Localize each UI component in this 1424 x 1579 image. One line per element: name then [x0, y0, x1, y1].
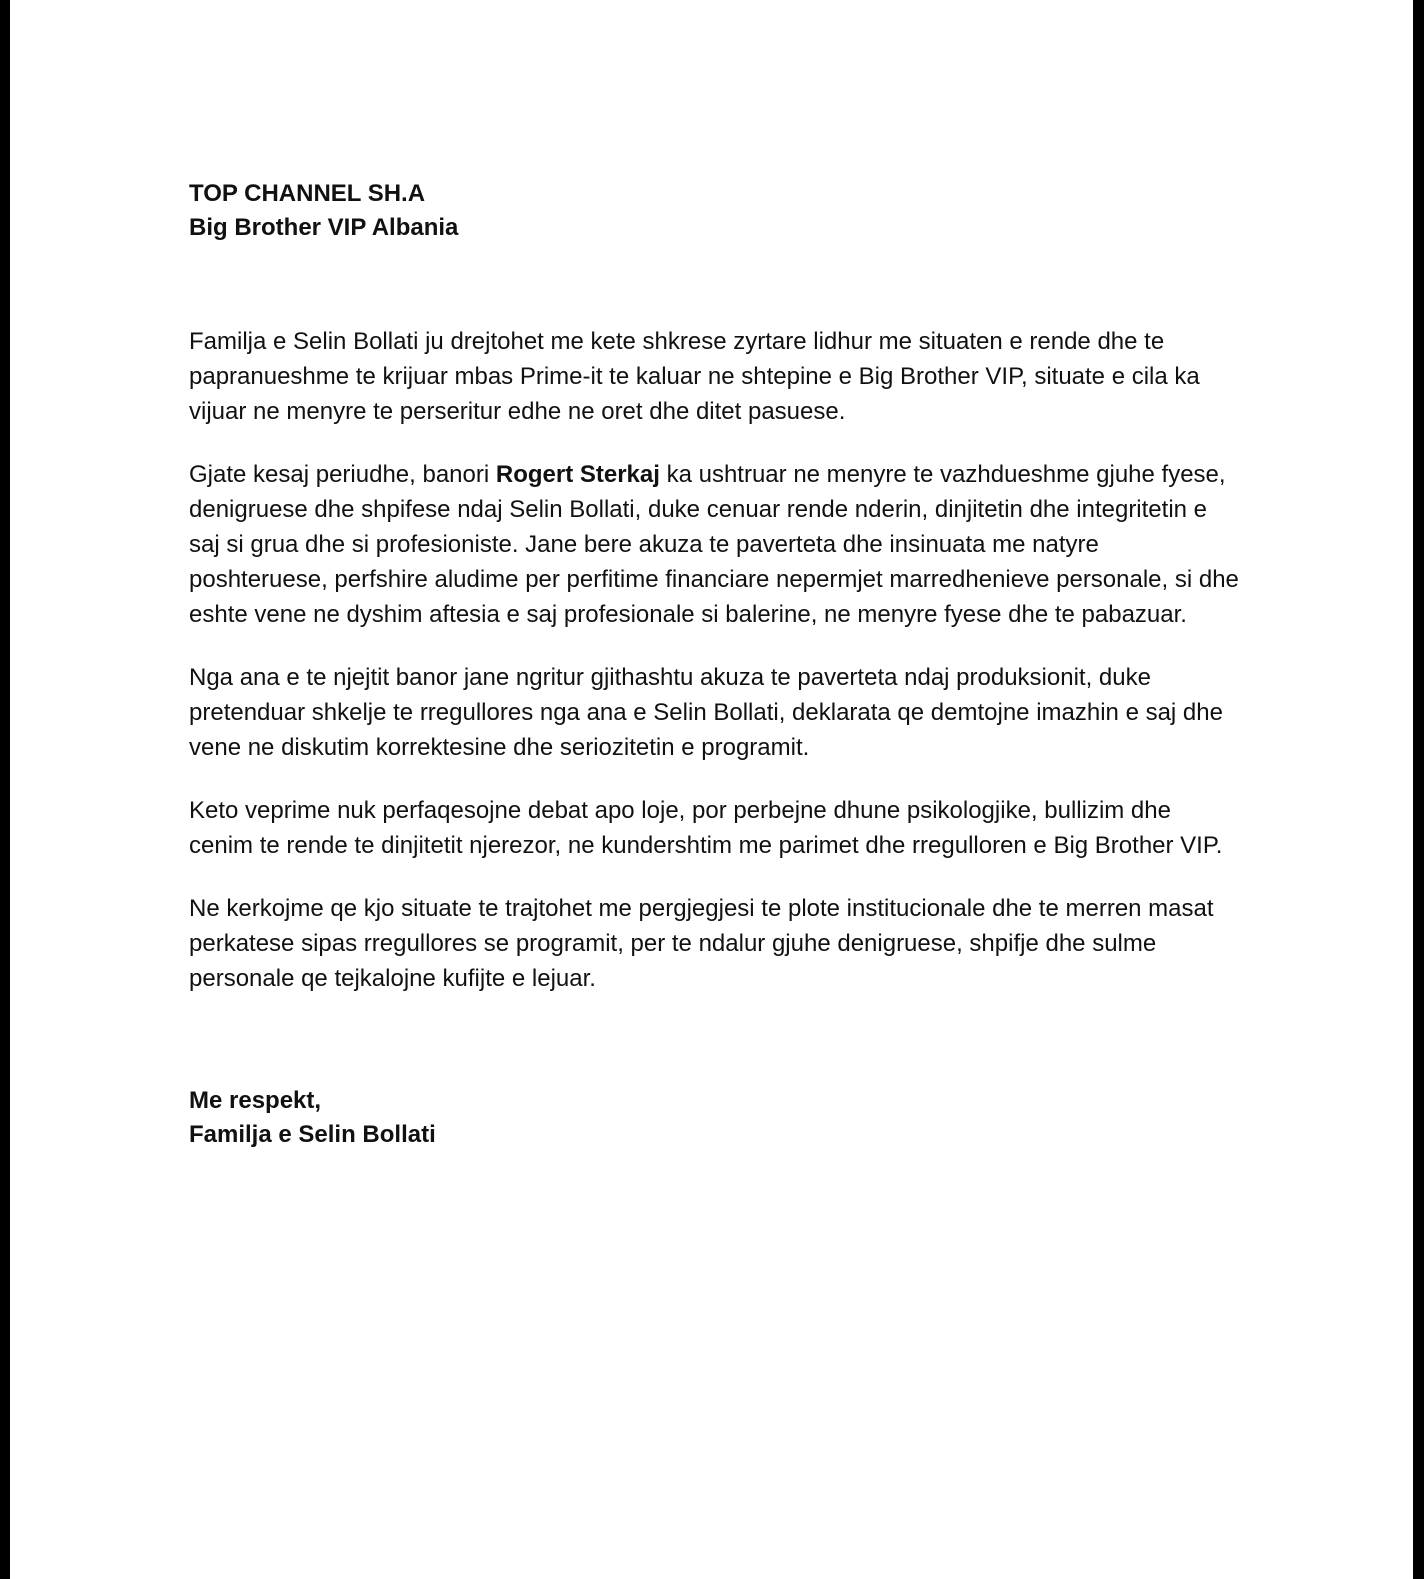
document-page [10, 0, 1413, 1579]
paragraph-3: Nga ana e te njejtit banor jane ngritur gjithashtu akuza te paverteta ndaj produksionit, duke pretenduar shkelje te rregullores nga ana e Selin Bollati, deklarata qe demtojne imazhin e saj dhe vene ne diskutim korrektesine dhe seriozitetin e programit. [189, 664, 1223, 761]
paragraph-5: Ne kerkojme qe kjo situate te trajtohet me pergjegjesi te plote institucionale dhe te merren masat perkatese sipas rregullores se programit, per te ndalur gjuhe denigruese, shpifje dhe sulme personale qe tejkalojne kufijte e lejuar. [189, 895, 1214, 992]
paragraph-4: Keto veprime nuk perfaqesojne debat apo loje, por perbejne dhune psikologjike, bullizim dhe cenim te rende te dinjitetit njerezor, ne kundershtim me parimet dhe rregulloren e Big Brother VIP. [189, 797, 1223, 859]
letter-header [189, 177, 1239, 245]
recipient-program: Big Brother VIP Albania [189, 214, 459, 241]
paragraph-2 [189, 457, 1239, 632]
recipient-company: TOP CHANNEL SH.A [189, 180, 426, 207]
letter-content [189, 177, 1239, 1152]
signer-name: Familja e Selin Bollati [189, 1121, 436, 1148]
signature-block [189, 1084, 1239, 1152]
highlighted-name: Rogert Sterkaj [495, 461, 660, 488]
paragraph-2-intro: Gjate kesaj periudhe, banori [189, 461, 496, 488]
paragraph-1: Familja e Selin Bollati ju drejtohet me kete shkrese zyrtare lidhur me situaten e rende dhe te papranueshme te krijuar mbas Prime-it te kaluar ne shtepine e Big Brother VIP, situate e cila ka vijuar ne menyre te perseritur edhe ne oret dhe ditet pasuese. [189, 328, 1200, 425]
paragraph-2-body: ka ushtruar ne menyre te vazhdueshme gjuhe fyese, denigruese dhe shpifese ndaj Selin Bollati, duke cenuar rende nderin, dinjitetin dhe integritetin e saj si grua dhe si profesioniste. Jane bere akuza te paverteta dhe insinuata me natyre poshteruese, perfshire aludime per perfitime financiare nepermjet marredhenieve personale, si dhe eshte vene ne dyshim aftesia e saj profesionale si balerine, ne menyre fyese dhe te pabazuar. [189, 461, 1239, 628]
closing: Me respekt, [189, 1087, 322, 1114]
